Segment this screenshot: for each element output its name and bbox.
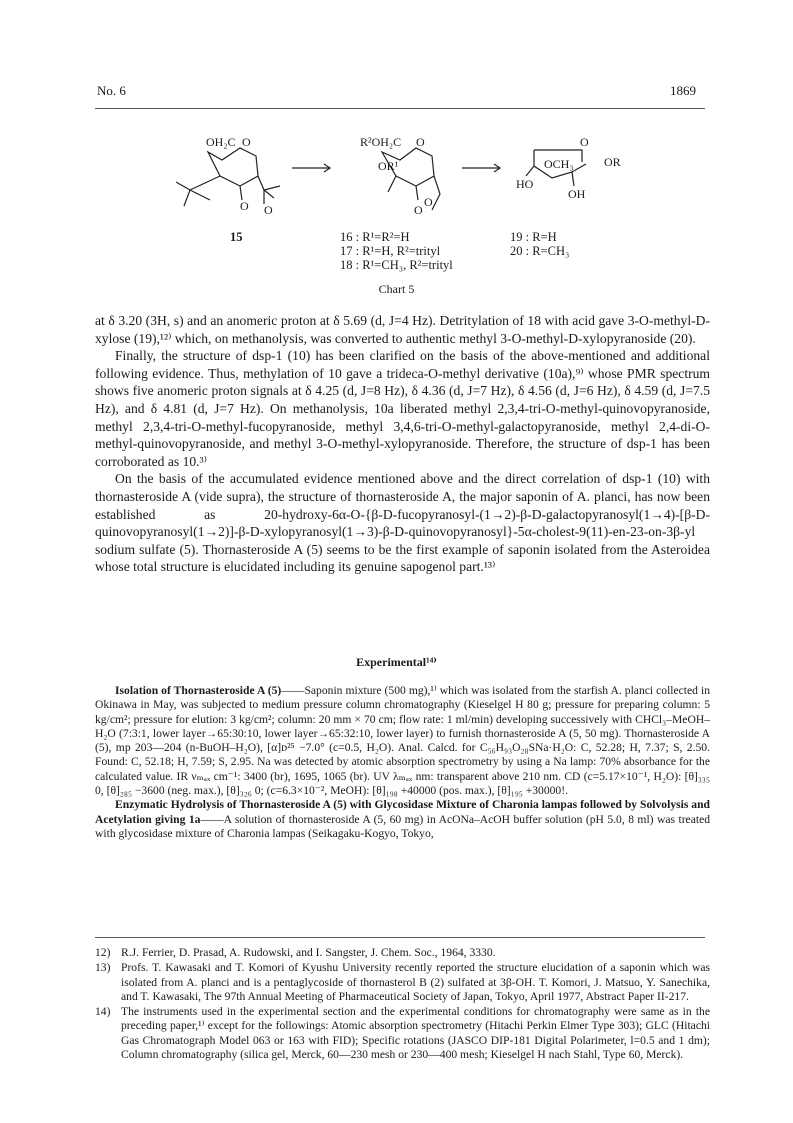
label-oxygen-16b: O [414,203,423,217]
experimental-body-2: ——A solution of thornasteroside A (5, 60 mg) in AcONa–AcOH buffer solution (pH 5.0, 8 ml) was treated with glycosidase mixture of Charonia lampas (Seikagaku-Kogyo, Tokyo, [95,812,711,840]
label-och3: OCH₃ [544,157,574,171]
label-r2oh2c: R²OH₂C [360,135,402,149]
label-or: OR [604,155,621,169]
main-text [95,312,710,576]
section-title-experimental: Experimental¹⁴⁾ [356,655,437,669]
footnote-text: R.J. Ferrier, D. Prasad, A. Rudowski, and I. Sangster, J. Chem. Soc., 1964, 3330. [121,946,496,959]
compound-16-label: 16 : R¹=R²=H [340,230,410,244]
label-oh2c: OH₂C [206,135,236,149]
footnote-13 [95,961,710,1004]
footnote-text: The instruments used in the experimental section and the experimental conditions for chromatography were same as in the preceding paper,¹⁾ except for the followings: Atomic absorption spectrometry (Hitachi Perkin Elmer Type 303); GLC (Hitachi Gas Chromatograph Model 063 or 163 with FID); Specific rotations (JASCO DIP-181 Digital Polarimeter, l=0.5 and 1 dm); Column chromatography (silica gel, Merck, 60—230 mesh or 230—400 mesh; Kieselgel H nach Stahl, Type 60, Merck). [121,1005,710,1062]
label-ring-oxygen-16: O [416,135,425,149]
footnote-number: 13) [95,961,111,975]
footnote-12 [95,946,710,960]
body-paragraph-1: at δ 3.20 (3H, s) and an anomeric proton at δ 5.69 (d, J=4 Hz). Detritylation of 18 with acid gave 3-O-methyl-D-xylose (19),¹²⁾ which, on methanolysis, was converted to authentic methyl 3-O-methyl-D-xylopyranoside (20). [95,313,710,346]
label-oh: OH [568,187,586,201]
label-ring-oxygen-19: O [580,135,589,149]
body-paragraph-2: Finally, the structure of dsp-1 (10) has been clarified on the basis of the above-mentioned and additional following evidence. Thus, methylation of 10 gave a trideca-O-methyl derivative (10a),⁹⁾ whose PMR spectrum shows five anomeric proton signals at δ 4.25 (d, J=8 Hz), δ 4.36 (d, J=7 Hz), δ 4.56 (d, J=6 Hz), δ 4.59 (d, J=7.5 Hz), and δ 4.81 (d, J=7 Hz). On methanolysis, 10a liberated methyl 2,3,4-tri-O-methyl-quinovopyranoside, methyl 2,3,4-tri-O-methyl-fucopyranoside, methyl 3,4,6-tri-O-methyl-galactopyranoside, methyl 2,4-di-O-methyl-quinovopyranoside, and methyl 3-O-methyl-xylopyranoside. Therefore, the structure of dsp-1 has been corroborated as 10.³⁾ [95,348,710,469]
experimental-heading-2: Enzymatic Hydrolysis of Thornasteroside A (5) with Glycosidase Mixture of Charonia lampas followed by Solvolysis and Acetylation giving 1a [95,798,710,826]
experimental-text [95,684,710,841]
label-oxygen-15a: O [240,199,249,213]
label-ho: HO [516,177,534,191]
footnote-number: 14) [95,1005,111,1019]
compound-17-label: 17 : R¹=H, R²=trityl [340,244,441,258]
compound-15-label: 15 [230,230,243,244]
footnotes [95,946,710,1063]
compound-18-label: 18 : R¹=CH₃, R²=trityl [340,258,453,272]
label-or1: OR¹ [378,159,399,173]
compound-20-label: 20 : R=CH₃ [510,244,570,258]
experimental-heading-1: Isolation of Thornasteroside A (5) [115,684,282,697]
experimental-body-1: ——Saponin mixture (500 mg),¹⁾ which was isolated from the starfish A. planci collected in Okinawa in May, was subjected to medium pressure column chromatography (Kieselgel H 80 g; pressure for preparing column: 5 kg/cm²; pressure for elution: 3 kg/cm²; column: 20 mm × 70 cm; flow rate: 1 ml/min) developing successively with CHCl₃–MeOH–H₂O (7:3:1, lower layer→65:30:10, lower layer→65:32:10, lower layer) to furnish thornasteroside A (5, 50 mg). Thornasteroside A (5), mp 203—204 (n-BuOH–H₂O), [α]ᴅ²⁵ −7.0° (c=0.5, H₂O). Anal. Calcd. for C₅₆H₉₃O₂₈SNa·H₂O: C, 52.28; H, 7.37; S, 2.50. Found: C, 52.18; H, 7.59; S, 2.95. Na was detected by atomic absorption spectrometry by using a Na lamp: 70% absorbance for the calculated value. IR νₘₐₓ cm⁻¹: 3400 (br), 1695, 1065 (br). UV λₘₐₓ nm: transparent above 210 nm. CD (c=5.17×10⁻¹, H₂O): [θ]₃₃₅ 0, [θ]₂₈₅ −3600 (neg. max.), [θ]₃₂₆ 0; (c=6.3×10⁻², MeOH): [θ]₁₉₈ +40000 (pos. max.), [θ]₁₉₅ +30000!. [95,684,711,798]
footnote-text: Profs. T. Kawasaki and T. Komori of Kyushu University recently reported the structure elucidation of a saponin which was isolated from A. planci and is a pentaglycoside of thornasterol B (2) sulfated at 3β-OH. T. Komori, J. Matsuo, Y. Sanechika, and T. Kawasaki, The 97th Annual Meeting of Pharmaceutical Society of Japan, Tokyo, April 1977, Abstract Paper II-217. [121,961,710,1003]
compound-19-label: 19 : R=H [510,230,557,244]
label-oxygen-15b: O [264,203,273,217]
label-ring-oxygen-15: O [242,135,251,149]
footnote-number: 12) [95,946,111,959]
page-number: 1869 [670,83,696,98]
label-oxygen-16a: O [424,195,433,209]
experimental-paragraph-1 [95,684,710,798]
body-paragraph-3: On the basis of the accumulated evidence mentioned above and the direct correlation of dsp-1 (10) with thornasteroside A (vide supra), the structure of thornasteroside A, the major saponin of A. planci, has now been established as 20-hydroxy-6α-O-{β-D-fucopyranosyl-(1→2)-β-D-galactopyranosyl(1→4)-[β-D-quinovopyranosyl(1→2)]-β-D-xylopyranosyl(1→3)-β-D-quinovopyranosyl}-5α-cholest-9(11)-en-23-on-3β-yl sodium sulfate (5). Thornasteroside A (5) seems to be the first example of saponin isolated from the Asteroidea whose total structure is elucidated including its genuine sapogenol part.¹³⁾ [95,471,710,575]
experimental-paragraph-2 [95,798,710,841]
header-rule [95,108,705,109]
chart-caption: Chart 5 [378,282,415,296]
footnote-rule [95,937,705,938]
footnote-14 [95,1005,710,1062]
journal-issue-number: No. 6 [97,83,126,98]
